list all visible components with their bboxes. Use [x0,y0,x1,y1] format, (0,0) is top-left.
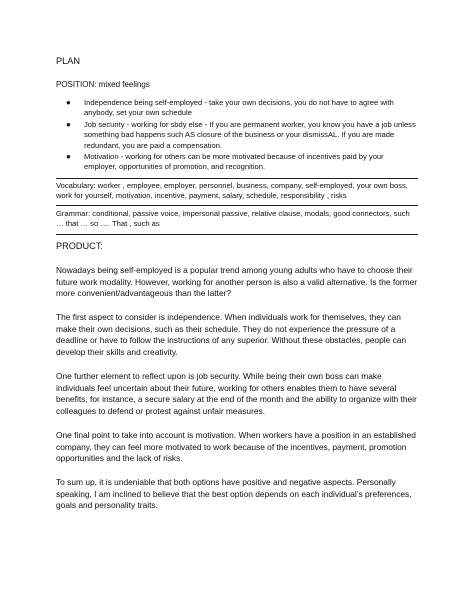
plan-bullet-list [56,98,418,174]
product-paragraph-job-security: One further element to reflect upon is job security. While being their own boss can make individuals feel uncertain about their future, working for others enables them to have several benefits, for instance, a secure salary at the end of the month and the ability to organize with their colleagues to defend or protest against unfair measures. [56,371,417,416]
bullet-dot-icon: ● [66,119,71,129]
plan-title: PLAN [56,56,81,66]
position-line: POSITION: mixed feelings [56,80,150,89]
product-paragraph-conclusion: To sum up, it is undeniable that both options have positive and negative aspects. Personally speaking, I am inclined to believe that the best option depends on each individual’s preferences, goals and personality traits. [56,477,412,511]
vocabulary-block: Vocabulary: worker , employee, employer, personnel, business, company, self-employed, your own boss, work for yourself, motivation, incentive, payment, salary, schedule, responsibility , risks [56,181,408,201]
product-paragraph-intro: Nowadays being self-employed is a popular trend among young adults who have to choose their future work modality. However, working for another person is also a valid alternative. Is the former more convenient/advantageous than the latter? [56,265,418,299]
bullet-item-motivation [56,152,418,173]
bullet-dot-icon: ● [66,152,71,162]
bullet-text: Independence being self-employed - take your own decisions, you do not have to agree with anybody, set your own schedule [84,98,394,118]
bullet-item-independence [56,98,418,119]
product-paragraph-motivation: One final point to take into account is motivation. When workers have a position in an established company, they can feel more motivated to work because of the incentives, payment, promotion opportunities and the lack of risks. [56,430,416,464]
bullet-text: Job security - working for sbdy else - If you are permanent worker, you know you have a job unless something bad happens such AS closure of the business or your dismissAL. If you are made redundant, you are paid a compensation. [84,119,416,150]
bullet-dot-icon: ● [66,98,71,107]
grammar-block: Grammar: conditional, passive voice, impersonal passive, relative clause, modals, good connectors, such … that … so …. That , such as [56,209,410,229]
product-paragraph-independence: The first aspect to consider is independence. When individuals work for themselves, they can make their own decisions, such as their schedule. They do not experience the pressure of a deadline or have to follow the instructions of any superior. Without these obstacles, people can develop their skills and creativity. [56,312,407,357]
bullet-item-job-security [56,120,418,151]
divider-line [56,178,418,179]
divider-line [56,234,418,235]
divider-line [56,205,418,206]
bullet-text: Motivation - working for others can be more motivated because of incentives paid by your employer, opportunities of promotion, and recognition. [84,152,384,172]
product-title: PRODUCT: [56,241,103,251]
